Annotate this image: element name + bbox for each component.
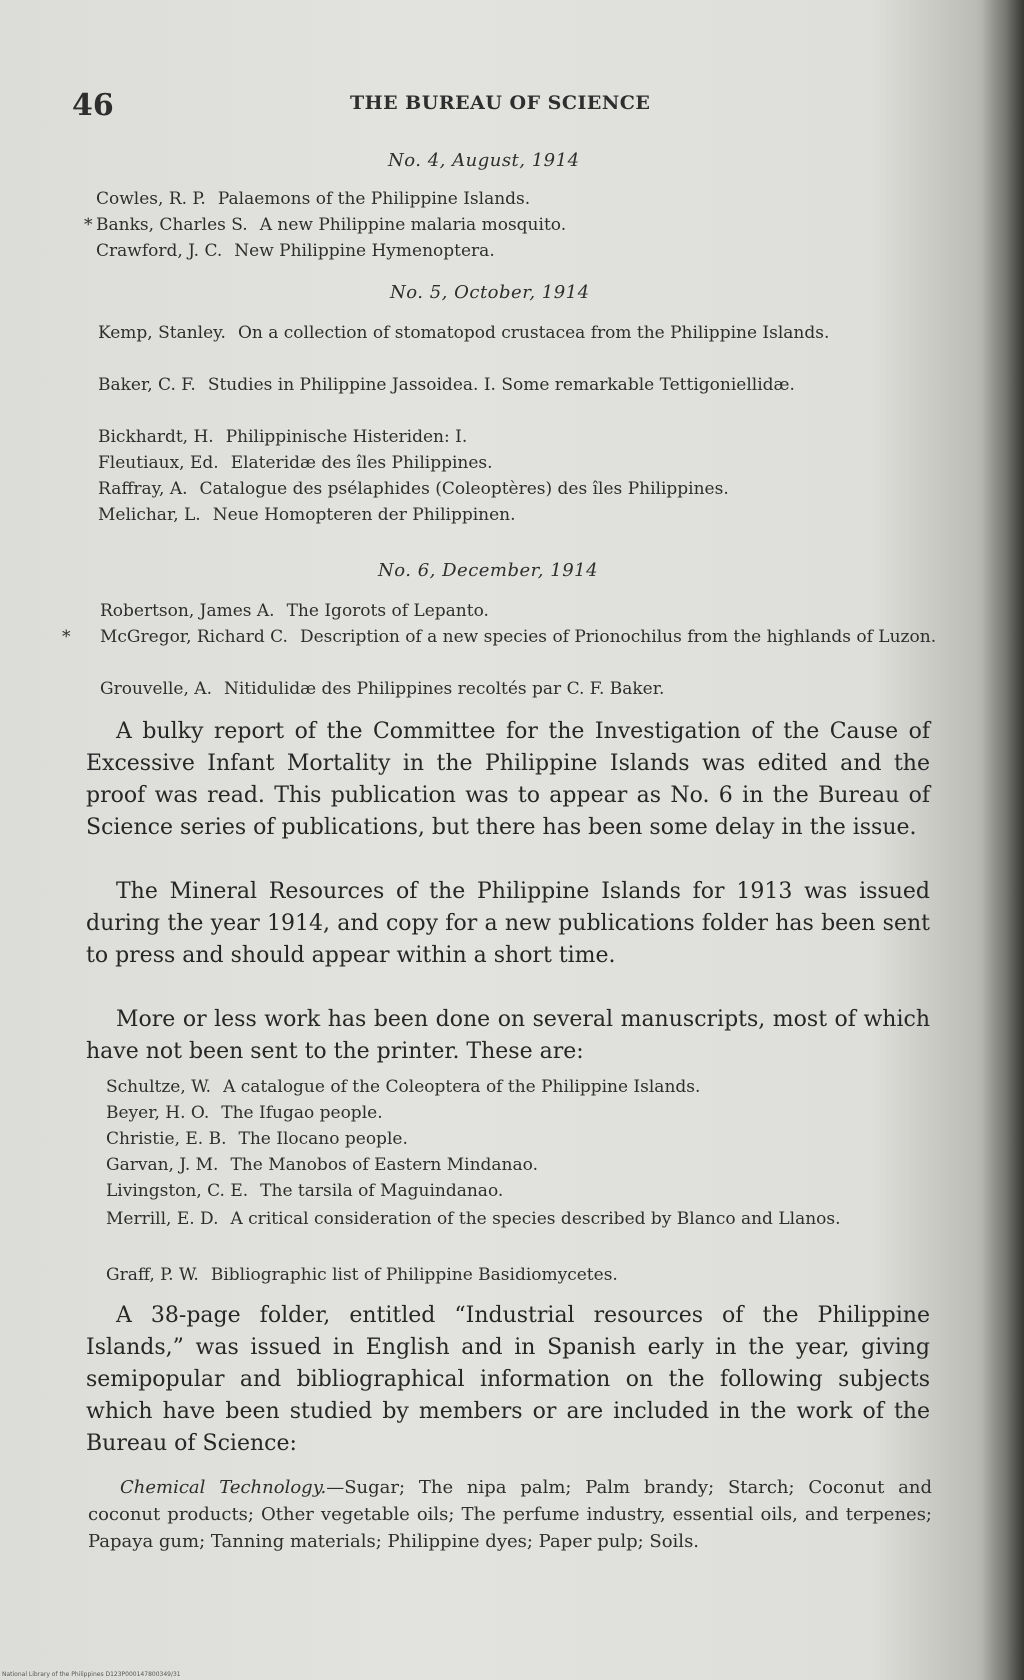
entry-author: McGregor, Richard C.	[100, 627, 288, 647]
list-item	[106, 1152, 946, 1178]
list-item	[106, 1074, 946, 1100]
entry-title: New Philippine Hymenoptera.	[234, 241, 495, 261]
entry-author: Schultze, W.	[106, 1077, 212, 1097]
entry-author: Grouvelle, A.	[100, 679, 212, 699]
book-gutter-shadow	[982, 0, 1024, 1680]
entry-author: Cowles, R. P.	[96, 189, 206, 209]
list-item	[98, 450, 938, 476]
list-item	[96, 238, 936, 264]
list-item	[98, 502, 938, 528]
entry-title: A catalogue of the Coleoptera of the Philippine Islands.	[223, 1077, 701, 1097]
subject-text: —Sugar; The nipa palm; Palm brandy; Starch; Coconut and coconut products; Other vegetable oils; The perfume industry, essential oils, and terpenes; Papaya gum; Tanning materials; Philippine dyes; Paper pulp; Soils.	[88, 1477, 932, 1552]
body-paragraph: A 38-page folder, entitled “Industrial resources of the Philippine Islands,” was issued in English and in Spanish early in the year, giving semipopular and bibliographical information on the following subjects which have been studied by members or are included in the work of the Bureau of Science:	[86, 1303, 930, 1456]
subjects-paragraph	[88, 1474, 932, 1555]
entry-title: Neue Homopteren der Philippinen.	[212, 505, 516, 525]
entry-title: A new Philippine malaria mosquito.	[259, 215, 567, 235]
asterisk-marker: *	[84, 215, 93, 235]
entry-author: Fleutiaux, Ed.	[98, 453, 219, 473]
body-paragraph: A bulky report of the Committee for the Investigation of the Cause of Excessive Infant Mortality in the Philippine Islands was edited and the proof was read. This publication was to appear as No. 6 in the Bureau of Science series of publications, but there has been some delay in the issue.	[86, 719, 930, 840]
list-item	[106, 1100, 946, 1126]
list-item	[98, 320, 964, 346]
entry-title: Philippinische Histeriden: I.	[225, 427, 468, 447]
entry-title: Elateridæ des îles Philippines.	[230, 453, 493, 473]
entry-author: Banks, Charles S.	[96, 215, 248, 235]
entry-author: Garvan, J. M.	[106, 1155, 219, 1175]
entry-author: Baker, C. F.	[98, 375, 196, 395]
entry-author: Melichar, L.	[98, 505, 201, 525]
entry-title: Palaemons of the Philippine Islands.	[217, 189, 531, 209]
entry-author: Christie, E. B.	[106, 1129, 227, 1149]
entry-author: Graff, P. W.	[106, 1265, 199, 1285]
list-item	[84, 212, 936, 238]
entry-title: Studies in Philippine Jassoidea. I. Some remarkable Tettigoniellidæ.	[207, 375, 795, 395]
list-item	[98, 476, 938, 502]
entry-title: Nitidulidæ des Philippines recoltés par C. F. Baker.	[223, 679, 665, 699]
entry-author: Raffray, A.	[98, 479, 188, 499]
list-item	[106, 1126, 946, 1152]
page-number: 46	[72, 88, 114, 123]
entry-title: The Manobos of Eastern Mindanao.	[230, 1155, 538, 1175]
body-paragraph: More or less work has been done on several manuscripts, most of which have not been sent to the printer. These are:	[86, 1007, 930, 1064]
entry-author: Beyer, H. O.	[106, 1103, 210, 1123]
running-head: THE BUREAU OF SCIENCE	[350, 92, 651, 114]
list-item	[100, 676, 940, 702]
entry-title: The tarsila of Maguindanao.	[260, 1181, 504, 1201]
list-item	[106, 1262, 946, 1288]
scan-footer-tag: National Library of the Philippines D123P000147800349/31	[2, 1671, 181, 1678]
entry-title: The Igorots of Lepanto.	[286, 601, 489, 621]
entry-title: The Ilocano people.	[238, 1129, 408, 1149]
entry-title: A critical consideration of the species described by Blanco and Llanos.	[230, 1209, 841, 1229]
issue-heading: No. 5, October, 1914	[390, 282, 590, 303]
list-item	[98, 424, 938, 450]
list-item	[106, 1206, 972, 1232]
entry-author: Kemp, Stanley.	[98, 323, 226, 343]
entry-author: Robertson, James A.	[100, 601, 275, 621]
page-header	[72, 84, 942, 124]
entry-title: Description of a new species of Prionochilus from the highlands of Luzon.	[299, 627, 937, 647]
entry-author: Merrill, E. D.	[106, 1209, 219, 1229]
entry-author: Crawford, J. C.	[96, 241, 223, 261]
list-item	[100, 598, 940, 624]
entry-title: The Ifugao people.	[221, 1103, 383, 1123]
entry-author: Livingston, C. E.	[106, 1181, 249, 1201]
body-paragraph: The Mineral Resources of the Philippine Islands for 1913 was issued during the year 1914, and copy for a new publications folder has been sent to press and should appear within a short time.	[86, 879, 930, 968]
subject-label: Chemical Technology.	[120, 1477, 327, 1498]
issue-heading: No. 6, December, 1914	[378, 560, 599, 581]
issue-heading: No. 4, August, 1914	[388, 150, 580, 171]
list-item	[106, 1178, 946, 1204]
entry-title: On a collection of stomatopod crustacea from the Philippine Islands.	[237, 323, 830, 343]
entry-author: Bickhardt, H.	[98, 427, 214, 447]
entry-title: Bibliographic list of Philippine Basidiomycetes.	[210, 1265, 618, 1285]
list-item: * McGregor, Richard C. Description of a new species of Prionochilus from the highlands of Luzon.	[62, 627, 937, 647]
list-item	[98, 372, 964, 398]
list-item	[96, 186, 936, 212]
entry-title: Catalogue des psélaphides (Coleoptères) des îles Philippines.	[199, 479, 729, 499]
